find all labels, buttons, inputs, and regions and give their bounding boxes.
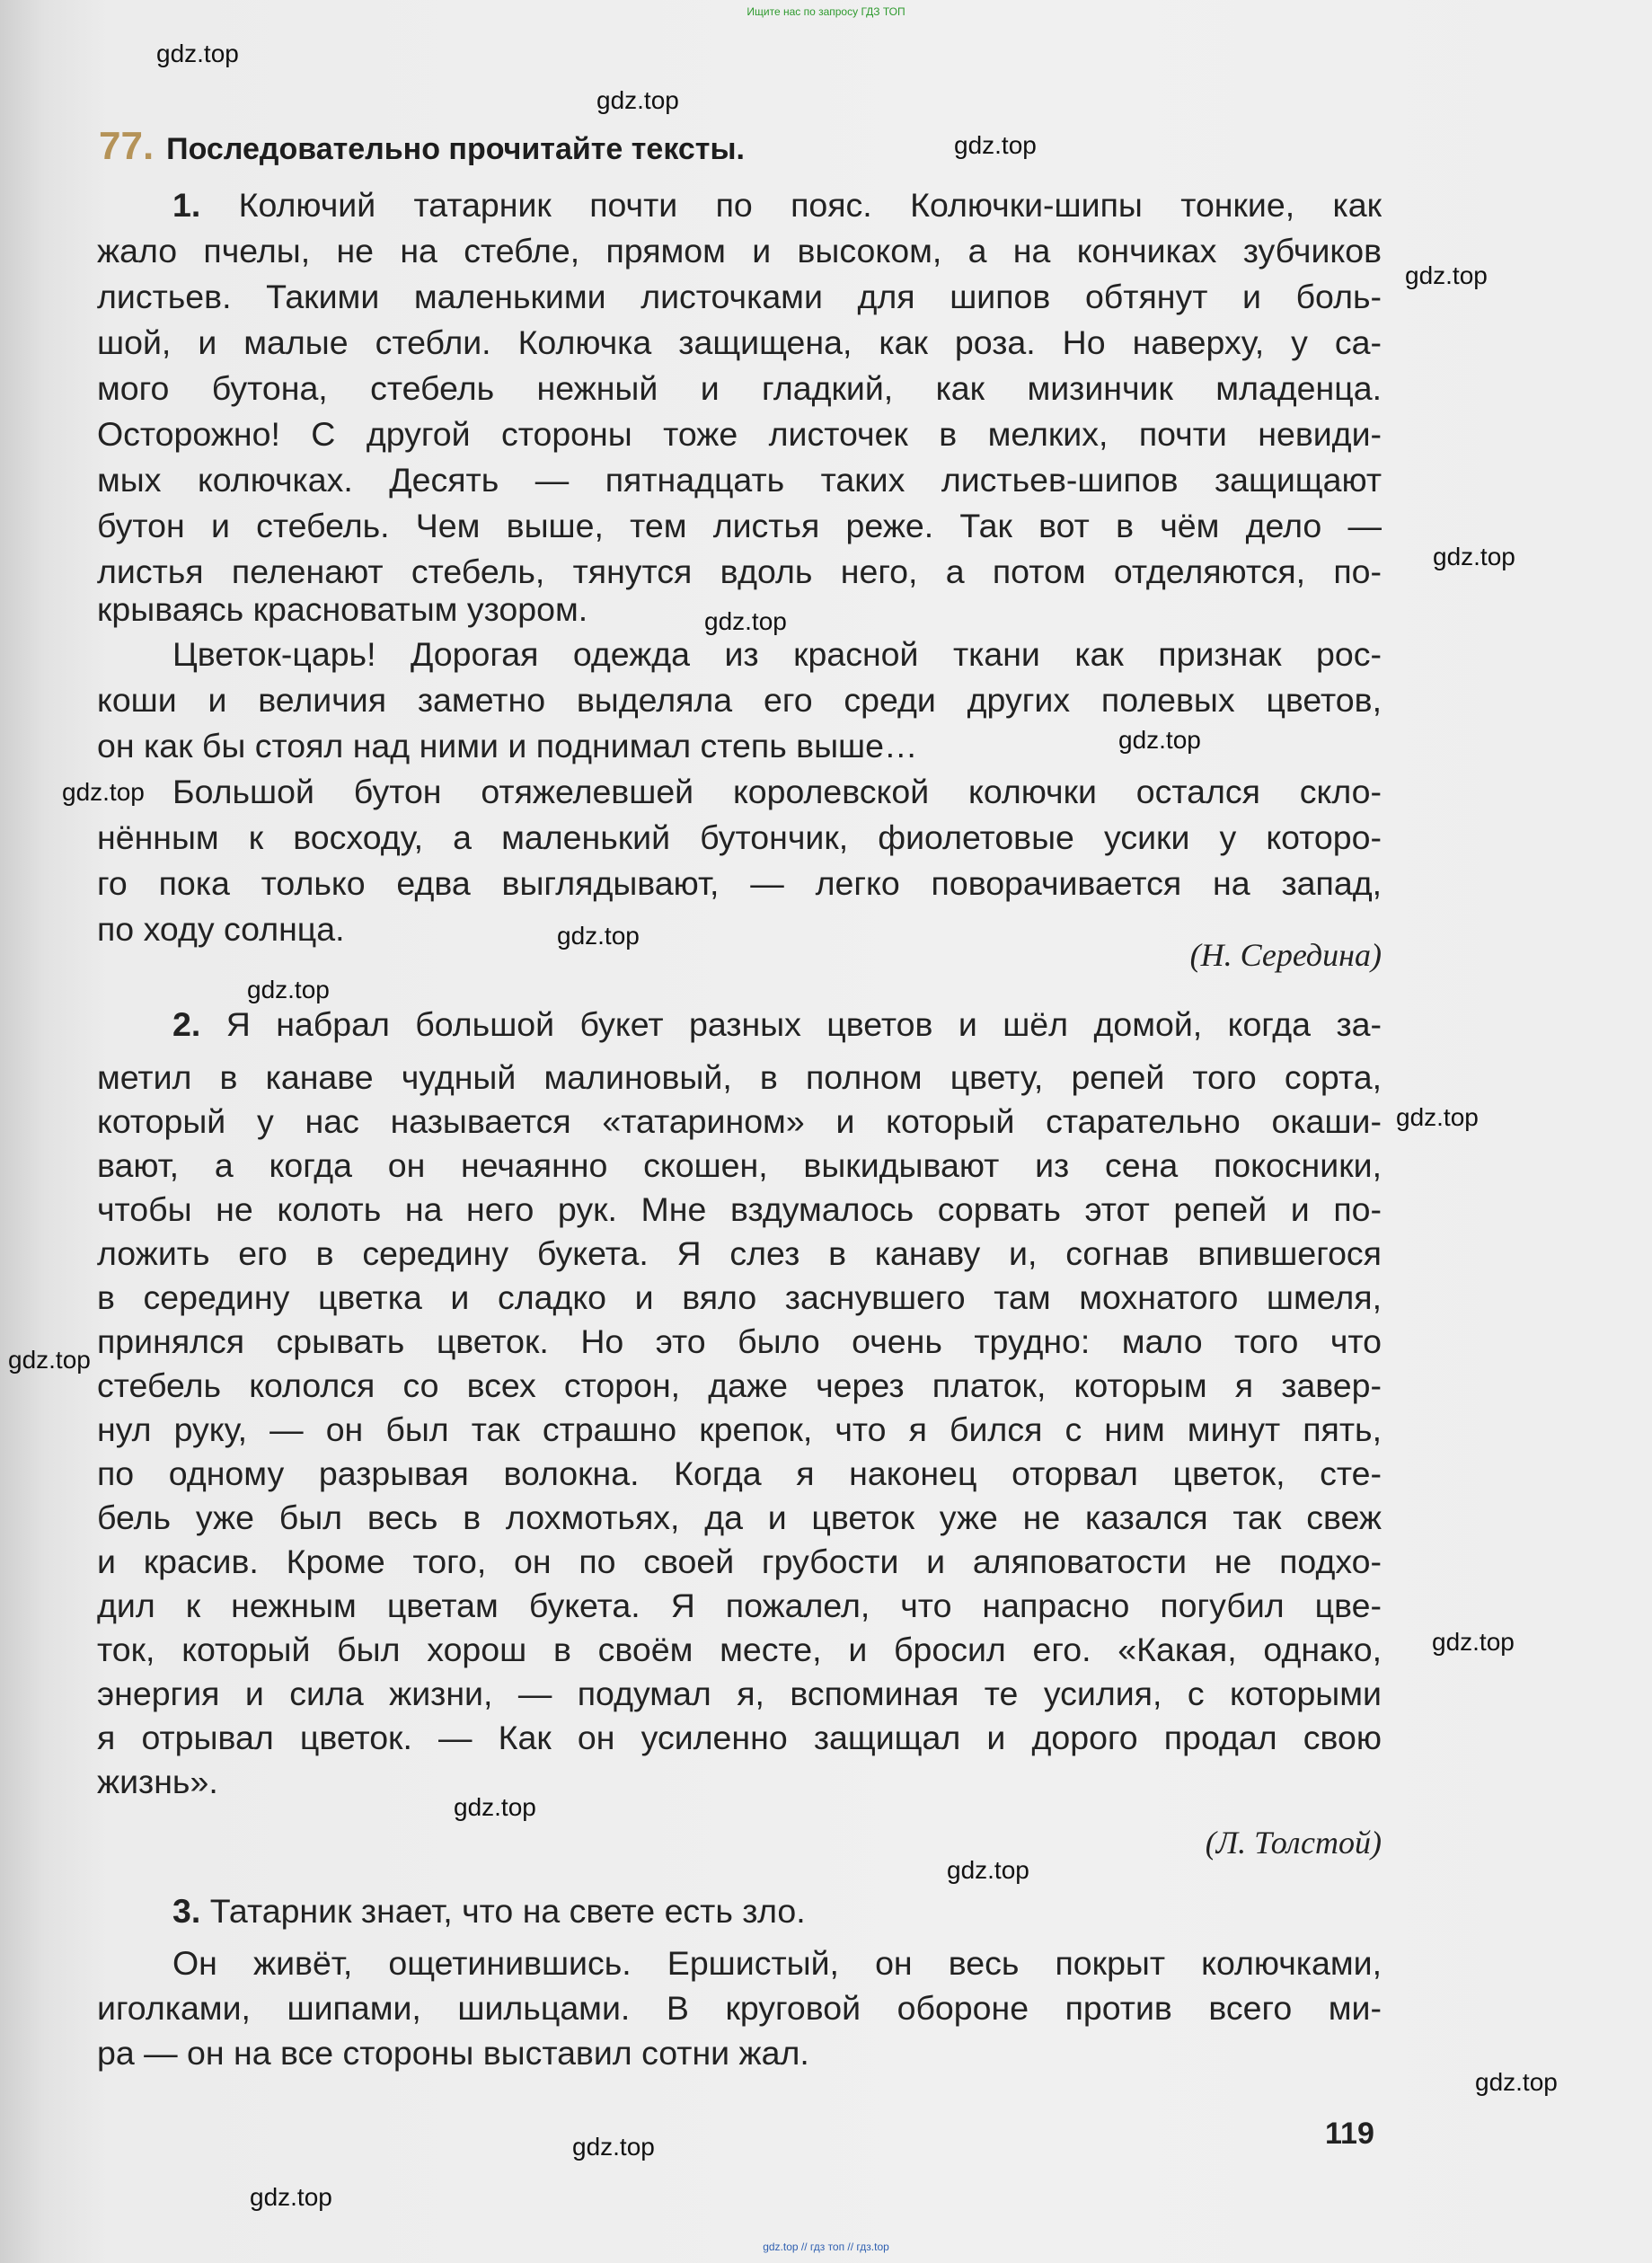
text-line: листья пеленают стебель, тянутся вдоль него, а потом отделяются, по- — [97, 552, 1382, 590]
text-line: коши и величия заметно выделяла его среди других полевых цветов, — [97, 681, 1382, 719]
watermark: gdz.top — [1118, 726, 1201, 754]
watermark: gdz.top — [1475, 2068, 1558, 2096]
text-line: Цветок-царь! Дорогая одежда из красной ткани как признак рос- — [172, 635, 1382, 673]
watermark: gdz.top — [954, 131, 1037, 159]
text-number: 2. — [172, 1005, 201, 1043]
text-line: крываясь красноватым узором. — [97, 590, 588, 628]
text-line: энергия и сила жизни, — подумал я, вспоминая те усилия, с которыми — [97, 1675, 1382, 1712]
text-line: чтобы не колоть на него рук. Мне вздумалось сорвать этот репей и по- — [97, 1190, 1382, 1228]
watermark: gdz.top — [1432, 1628, 1515, 1656]
text-number: 1. — [172, 186, 201, 224]
text-line: по одному разрывая волокна. Когда я наконец оторвал цветок, сте- — [97, 1454, 1382, 1492]
text-line: нённым к восходу, а маленький бутончик, фиолетовые усики у которо- — [97, 818, 1382, 856]
text-line: ложить его в середину букета. Я слез в канаву и, согнав впившегося — [97, 1234, 1382, 1272]
text-line: Он живёт, ощетинившись. Ершистый, он весь покрыт колючками, — [172, 1944, 1382, 1982]
text-line: ра — он на все стороны выставил сотни жал. — [97, 2034, 809, 2072]
watermark: gdz.top — [454, 1793, 536, 1821]
text-line: по ходу солнца. — [97, 910, 345, 948]
text-line: Осторожно! С другой стороны тоже листочек в мелких, почти невиди- — [97, 415, 1382, 453]
text-line: дил к нежным цветам букета. Я пожалел, что напрасно погубил цве- — [97, 1587, 1382, 1624]
text-line: нул руку, — он был так страшно крепок, что я бился с ним минут пять, — [97, 1410, 1382, 1448]
text-line: стебель кололся со всех сторон, даже через платок, которым я завер- — [97, 1366, 1382, 1404]
watermark: gdz.top — [572, 2133, 655, 2161]
text-line: го пока только едва выглядывают, — легко поворачивается на запад, — [97, 864, 1382, 902]
watermark: gdz.top — [1405, 261, 1488, 289]
text-line: листьев. Такими маленькими листочками для шипов обтянут и боль- — [97, 278, 1382, 315]
text-line: ток, который был хорош в своём месте, и бросил его. «Какая, однако, — [97, 1631, 1382, 1668]
watermark: gdz.top — [596, 86, 679, 114]
watermark: gdz.top — [1433, 543, 1515, 570]
text-number: 3. — [172, 1892, 201, 1930]
footer-links[interactable]: gdz.top // гдз топ // гдз.top — [763, 2241, 889, 2253]
watermark: gdz.top — [557, 922, 640, 950]
watermark: gdz.top — [156, 40, 239, 67]
text-line: метил в канаве чудный малиновый, в полном цвету, репей того сорта, — [97, 1058, 1382, 1096]
page-number: 119 — [1325, 2117, 1374, 2151]
text-line: который у нас называется «татарином» и который старательно окаши- — [97, 1102, 1382, 1140]
text-line: 3. Татарник знает, что на свете есть зло. — [172, 1892, 806, 1930]
watermark: gdz.top — [62, 778, 145, 806]
author-seredina: (Н. Середина) — [1189, 937, 1382, 973]
exercise-heading — [99, 124, 745, 169]
author-tolstoy: (Л. Толстой) — [1205, 1825, 1382, 1861]
text-line: бутон и стебель. Чем выше, тем листья реже. Так вот в чём дело — — [97, 507, 1382, 544]
text-line: в середину цветка и сладко и вяло заснувшего там мохнатого шмеля, — [97, 1278, 1382, 1316]
text-line: принялся срывать цветок. Но это было очень трудно: мало того что — [97, 1322, 1382, 1360]
text-line: он как бы стоял над ними и поднимал степь выше… — [97, 727, 918, 765]
exercise-number: 77. — [99, 124, 155, 168]
watermark: gdz.top — [947, 1856, 1029, 1884]
text-line: Большой бутон отяжелевшей королевской колючки остался скло- — [172, 773, 1382, 810]
watermark: gdz.top — [247, 976, 330, 1003]
text-line: 2. Я набрал большой букет разных цветов и шёл домой, когда за- — [172, 1005, 1382, 1043]
text-line: мых колючках. Десять — пятнадцать таких листьев-шипов защищают — [97, 461, 1382, 499]
watermark: gdz.top — [1396, 1103, 1479, 1131]
text-line: жизнь». — [97, 1763, 218, 1800]
exercise-instruction: Последовательно прочитайте тексты. — [166, 132, 745, 166]
text-line: шой, и малые стебли. Колючка защищена, как роза. Но наверху, у са- — [97, 323, 1382, 361]
text-line: вают, а когда он нечаянно скошен, выкидывают из сена покосники, — [97, 1146, 1382, 1184]
text-line: иголками, шипами, шильцами. В круговой обороне против всего ми- — [97, 1989, 1382, 2027]
top-banner: Ищите нас по запросу ГДЗ ТОП — [746, 5, 906, 18]
text-line: бель уже был весь в лохмотьях, да и цветок уже не казался так свеж — [97, 1498, 1382, 1536]
text-line: и красив. Кроме того, он по своей грубости и аляповатости не подхо- — [97, 1543, 1382, 1580]
text-line: мого бутона, стебель нежный и гладкий, как мизинчик младенца. — [97, 369, 1382, 407]
watermark: gdz.top — [704, 607, 787, 635]
text-line: я отрывал цветок. — Как он усиленно защищал и дорого продал свою — [97, 1719, 1382, 1756]
text-line: жало пчелы, не на стебле, прямом и высоком, а на кончиках зубчиков — [97, 232, 1382, 270]
watermark: gdz.top — [8, 1346, 91, 1374]
watermark: gdz.top — [250, 2183, 332, 2211]
text-line: 1. Колючий татарник почти по пояс. Колючки-шипы тонкие, как — [172, 186, 1382, 224]
